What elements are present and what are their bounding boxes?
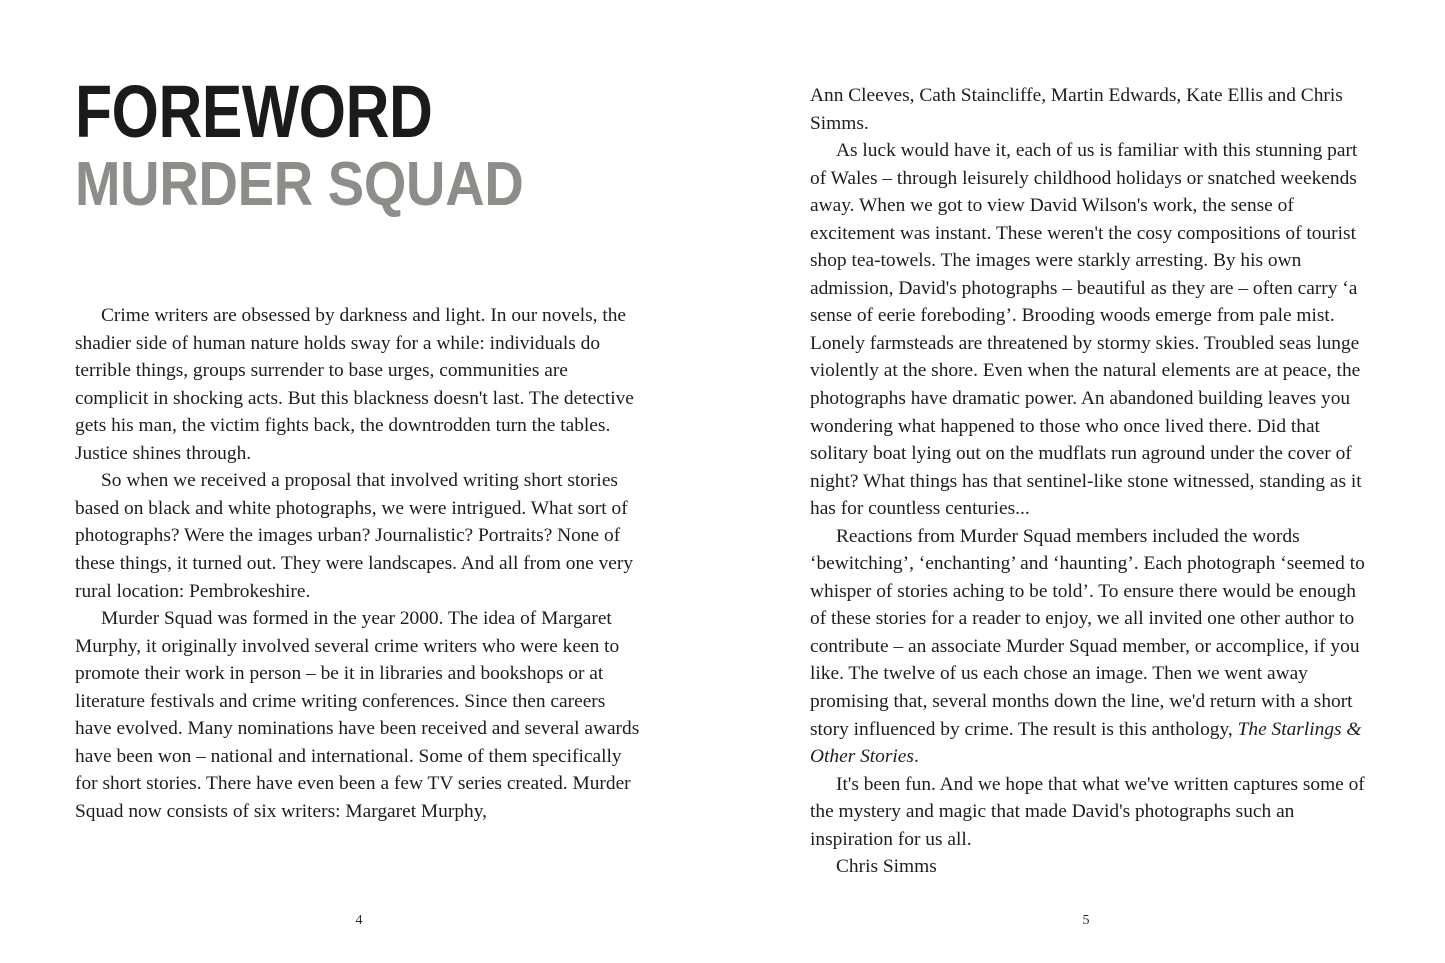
paragraph: As luck would have it, each of us is familiar with this stunning part of Wales – through leisurely childhood holidays or snatched weekends away. When we got to view David Wilson's work, the sense of excitement was instant. These weren't the cosy compositions of tourist shop tea-towels. The images were starkly arresting. By his own admission, David's photographs – beautiful as they are – often carry ‘a sense of eerie foreboding’. Brooding woods emerge from pale mist. Lonely farmsteads are threatened by stormy skies. Troubled seas lunge violently at the shore. Even when the natural elements are at peace, the photographs have dramatic power. An abandoned building leaves you wondering what happened to those who once lived there. Did that solitary boat lying out on the mudflats run aground under the cover of night? What things has that sentinel-like stone witnessed, standing as it has for countless centuries... (810, 140, 1362, 520)
signature: Chris Simms (836, 856, 937, 878)
book-title: The Starlings & Other Stories (810, 718, 1362, 768)
paragraph-tail: . (913, 746, 919, 768)
paragraph: It's been fun. And we hope that what we've written captures some of the mystery and magic that made David's photographs such an inspiration for us all. (810, 773, 1365, 850)
page-right (722, 0, 1444, 963)
page-left (0, 0, 722, 963)
right-body-text (810, 82, 1366, 881)
paragraph (810, 523, 1366, 771)
paragraph: Crime writers are obsessed by darkness and light. In our novels, the shadier side of human nature holds sway for a while: individuals do terrible things, groups surrender to base urges, communities are complicit in shocking acts. But this blackness doesn't last. The detective gets his man, the victim fights back, the downtrodden turn the tables. Justice shines through. (75, 305, 634, 464)
paragraph: Murder Squad was formed in the year 2000. The idea of Margaret Murphy, it originally involved several crime writers who were keen to promote their work in person – be it in libraries and bookshops or at literature festivals and crime writing conferences. Since then careers have evolved. Many nominations have been received and several awards have been won – national and international. Some of them specifically for short stories. There have even been a few TV series created. Murder Squad now consists of six writers: Margaret Murphy, (75, 608, 640, 822)
page-number-left: 4 (355, 913, 363, 928)
left-body-text (75, 302, 644, 825)
paragraph: So when we received a proposal that involved writing short stories based on black and white photographs, we were intrigued. What sort of photographs? Were the images urban? Journalistic? Portraits? None of these things, it turned out. They were landscapes. And all from one very rural location: Pembrokeshire. (75, 470, 634, 602)
page-number-right: 5 (1082, 913, 1090, 928)
page-title: FOREWORD (75, 70, 433, 153)
paragraph-continuation: Ann Cleeves, Cath Staincliffe, Martin Edwards, Kate Ellis and Chris Simms. (810, 85, 1343, 134)
title-block (75, 0, 644, 220)
page-subtitle: MURDER SQUAD (75, 150, 524, 220)
paragraph-text: Reactions from Murder Squad members included the words ‘bewitching’, ‘enchanting’ and ‘haunting’. Each photograph ‘seemed to whisper of stories aching to be told’. To ensure there would be enough of these stories for a reader to enjoy, we all invited one other author to contribute – an associate Murder Squad member, or accomplice, if you like. The twelve of us each chose an image. Then we went away promising that, several months down the line, we'd return with a short story influenced by crime. The result is this anthology, (810, 525, 1365, 740)
